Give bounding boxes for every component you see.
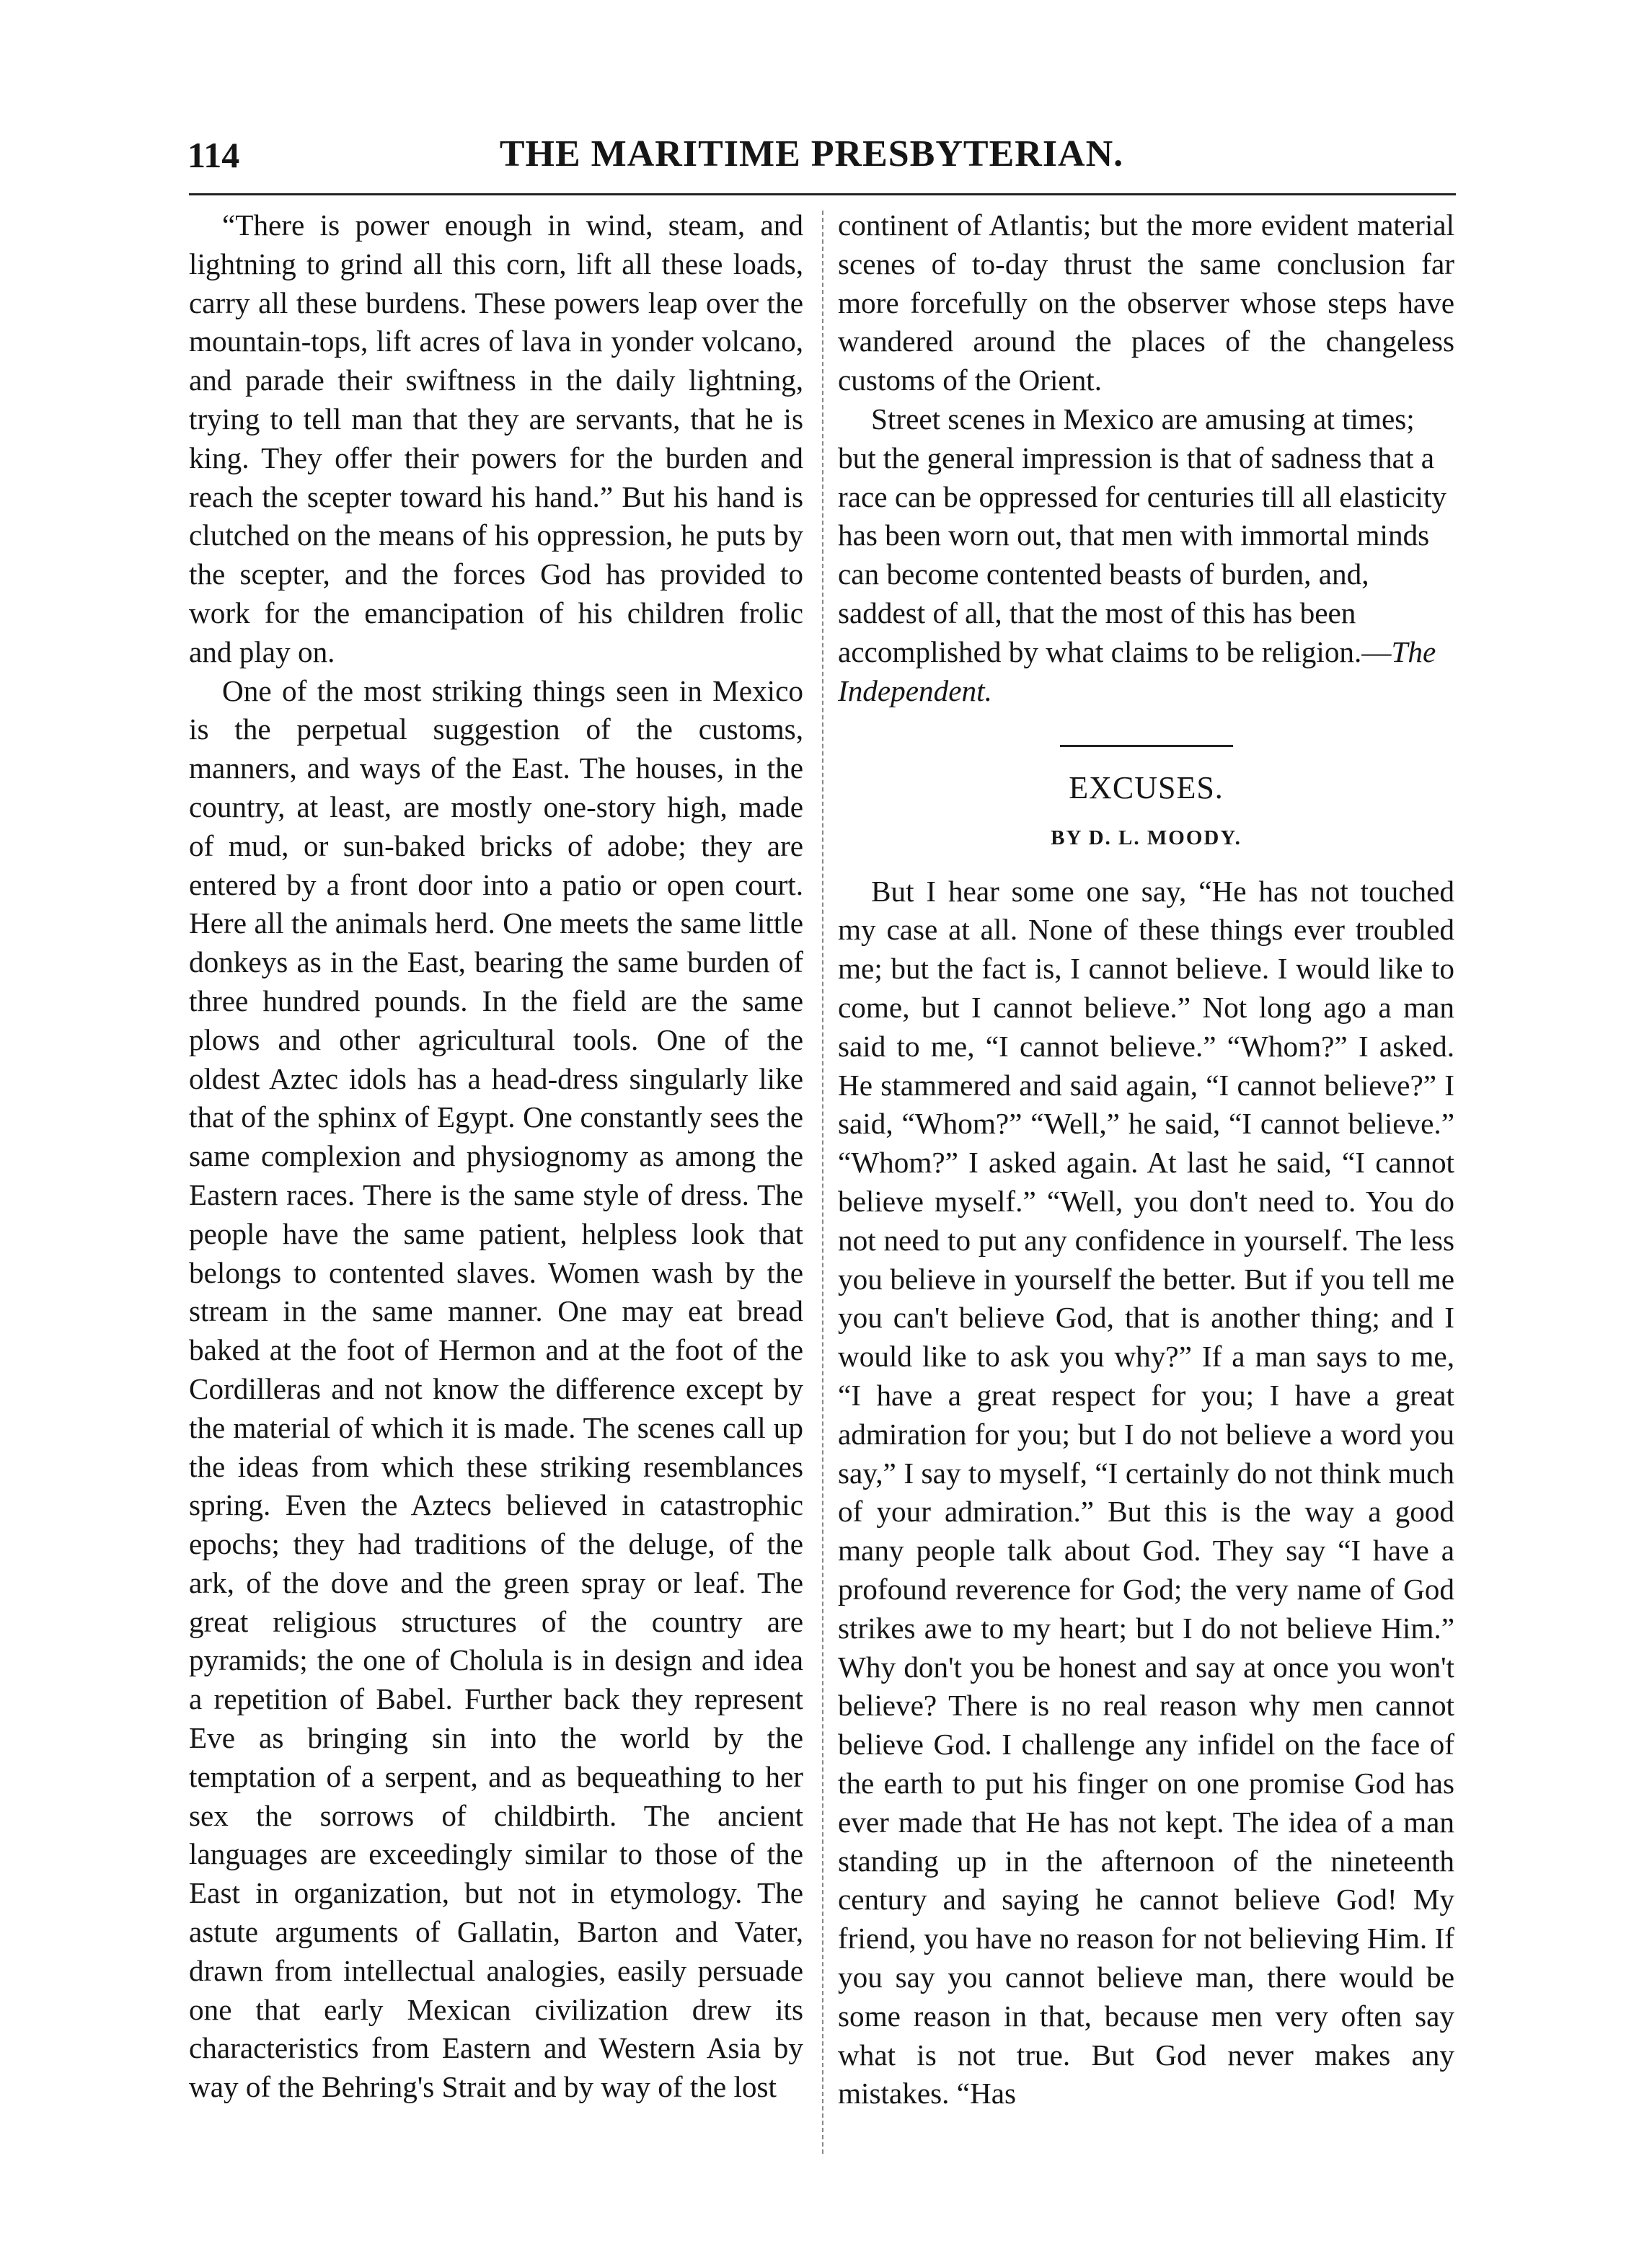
column-divider xyxy=(822,211,823,2154)
header-rule xyxy=(189,193,1456,195)
source-citation: The Independent. xyxy=(838,635,1436,707)
paragraph-power: “There is power enough in wind, steam, and lightning to grind all this corn, lift all these loads, carry all these burdens. These powers leap over the mountain-tops, lift acres of lava in yonder volcano, and parade their swiftness in the daily lightning, trying to tell man that they are servants, that he is king. They offer their powers for the burden and reach the scepter toward his hand.” But his hand is clutched on the means of his oppression, he puts by the scepter, and the forces God has provided to work for the emancipation of his children frolic and play on. xyxy=(189,208,803,668)
page-number: 114 xyxy=(187,135,240,175)
article-byline: BY D. L. MOODY. xyxy=(1051,826,1242,849)
paragraph-atlantis-continuation: continent of Atlantis; but the more evident material scenes of to-day thrust the same conclusion far more forcefully on the observer whose steps have wandered around the places of the changeless customs of the Orient. xyxy=(838,208,1454,397)
page-header xyxy=(167,124,1456,186)
right-column xyxy=(838,206,1454,2113)
journal-title: THE MARITIME PRESBYTERIAN. xyxy=(499,133,1124,174)
article-title: EXCUSES. xyxy=(1069,770,1224,806)
paragraph-mexico-east: One of the most striking things seen in Mexico is the perpetual suggestion of the customs, manners, and ways of the East. The houses, in the country, at least, are mostly one-story high, made of mud, or sun-baked bricks of adobe; they are entered by a front door into a patio or open court. Here all the animals herd. One meets the same little donkeys as in the East, bearing the same burden of three hundred pounds. In the field are the same plows and other agricultural tools. One of the oldest Aztec idols has a head-dress singularly like that of the sphinx of Egypt. One constantly sees the same complexion and physiognomy as among the Eastern races. There is the same style of dress. The people have the same patient, helpless look that belongs to contented slaves. Women wash by the stream in the same manner. One may eat bread baked at the foot of Hermon and at the foot of the Cordilleras and not know the difference except by the material of which it is made. The scenes call up the ideas from which these striking resemblances spring. Even the Aztecs believed in catastrophic epochs; they had traditions of the deluge, of the ark, of the dove and the green spray or leaf. The great religious structures of the country are pyramids; the one of Cholula is in design and idea a repetition of Babel. Further back they represent Eve as bringing sin into the world by the temptation of a serpent, and as bequeathing to her sex the sorrows of childbirth. The ancient languages are exceedingly similar to those of the East in organization, but not in etymology. The astute arguments of Gallatin, Barton and Vater, drawn from intellectual analogies, easily persuade one that early Mexican civilization drew its characteristics from Eastern and Western Asia by way of the Behring's Strait and by way of the lost xyxy=(189,673,803,2104)
paragraph-street-scenes xyxy=(838,400,1454,710)
street-scenes-text: Street scenes in Mexico are amusing at times; but the general impression is that of sadness that a race can be oppressed for centuries till all elasticity has been worn out, that men with immortal minds can become contented beasts of burden, and, saddest of all, that the most of this has been accomplished by what claims to be religion.— xyxy=(838,402,1446,668)
paragraph-excuses: But I hear some one say, “He has not touched my case at all. None of these things ever troubled me; but the fact is, I cannot believe. I would like to come, but I cannot believe.” Not long ago a man said to me, “I cannot believe.” “Whom?” I asked. He stammered and said again, “I cannot believe?” I said, “Whom?” “Well,” he said, “I cannot believe.” “Whom?” I asked again. At last he said, “I cannot believe myself.” “Well, you don't need to. You do not need to put any confidence in yourself. The less you believe in yourself the better. But if you tell me you can't believe God, that is another thing; and I would like to ask you why?” If a man says to me, “I have a great respect for you; I have a great admiration for you; but I do not believe a word you say,” I say to myself, “I certainly do not think much of your admiration.” But this is the way a good many people talk about God. They say “I have a profound reverence for God; the very name of God strikes awe to my heart; but I do not believe Him.” Why don't you be honest and say at once you won't believe? There is no real reason why men cannot believe God. I challenge any infidel on the face of the earth to put his finger on one promise God has ever made that He has not kept. The idea of a man standing up in the afternoon of the nineteenth century and saying he cannot believe God! My friend, you have no reason for not believing Him. If you say you cannot believe man, there would be some reason in that, because men very often say what is not true. But God never makes any mistakes. “Has xyxy=(838,874,1454,2111)
article-separator-rule xyxy=(1060,745,1233,747)
left-column xyxy=(189,206,803,2107)
